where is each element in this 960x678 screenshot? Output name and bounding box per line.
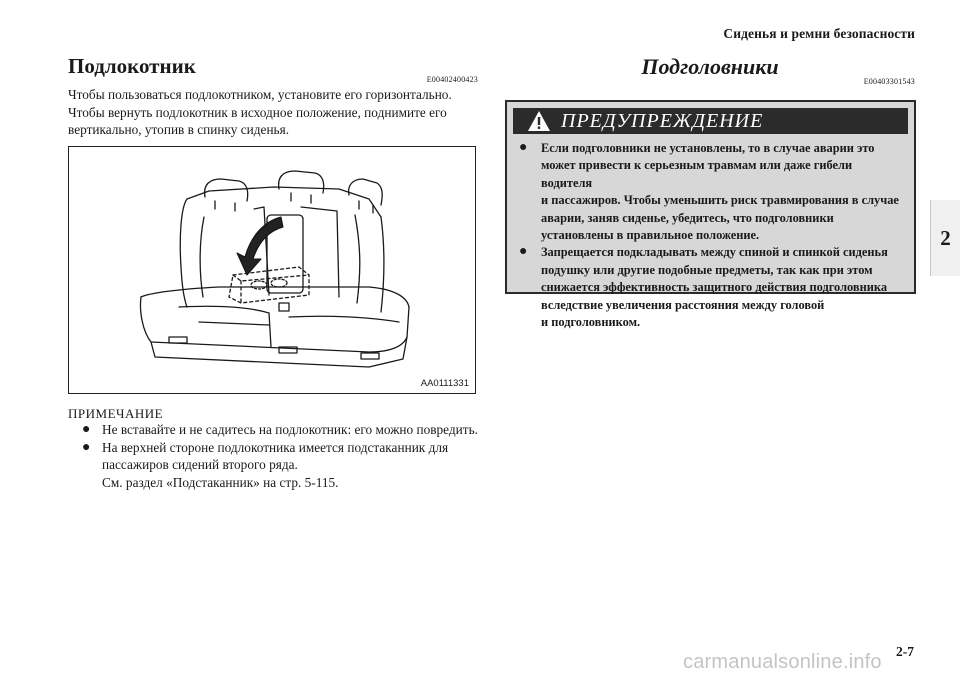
armrest-note [68, 406, 478, 491]
warning-box [505, 100, 916, 330]
warning-item [519, 244, 906, 331]
note-item [82, 421, 478, 439]
armrest-section [68, 54, 478, 139]
armrest-title: Подлокотник [68, 54, 196, 78]
bullet-icon: ● [519, 140, 528, 155]
note-item-text: Не вставайте и не садитесь на подлокотник: его можно повредить. [102, 422, 478, 437]
warning-item-text: Если подголовники не установлены, то в случае аварии это может привести к серьезным травмам или даже гибели водителя и пассажиров. Чтобы уменьшить риск травмирования в случае аварии, заняв сиденье, убедитесь, что подголовники установлены в правильное положение. [541, 141, 899, 243]
running-head-title: Сиденья и ремни безопасности [723, 26, 915, 41]
warning-triangle-icon [527, 110, 551, 132]
armrest-paragraph-2: Чтобы вернуть подлокотник в исходное положение, поднимите его вертикально, утопив в спинку сиденья. [68, 104, 447, 137]
rear-seat-armrest-illustration [69, 147, 475, 393]
warning-header [513, 108, 908, 134]
armrest-paragraph-1: Чтобы пользоваться подлокотником, установите его горизонтально. [68, 87, 452, 102]
figure-code: AA0111331 [420, 378, 469, 389]
armrest-figure [68, 146, 476, 394]
bullet-icon: ● [82, 422, 91, 437]
headrest-title: Подголовники [641, 54, 779, 79]
note-title: ПРИМЕЧАНИЕ [68, 406, 164, 421]
warning-list [519, 140, 906, 331]
page-number: 2-7 [896, 644, 914, 659]
headrest-section [505, 54, 915, 86]
headrest-section-code: E00403301543 [863, 77, 915, 86]
warning-item [519, 140, 906, 244]
chapter-tab [930, 200, 960, 276]
bullet-icon: ● [82, 439, 91, 455]
note-list [82, 421, 478, 491]
note-item-text: На верхней стороне подлокотника имеется подстаканник для пассажиров сидений второго ряда. См. раздел «Подстаканник» на стр. 5-115. [102, 439, 449, 490]
warning-label: ПРЕДУПРЕЖДЕНИЕ [561, 110, 764, 132]
watermark: carmanualsonline.info [683, 651, 882, 673]
chapter-number: 2 [940, 225, 951, 250]
armrest-section-code: E00402400423 [426, 75, 478, 84]
bullet-icon: ● [519, 244, 528, 260]
warning-item-text: Запрещается подкладывать между спиной и спинкой сиденья подушку или другие подобные предметы, так как при этом снижается эффективность защитного действия подголовника вследствие увеличения расстояния между головой и подголовником. [541, 245, 888, 330]
note-item [82, 439, 478, 492]
